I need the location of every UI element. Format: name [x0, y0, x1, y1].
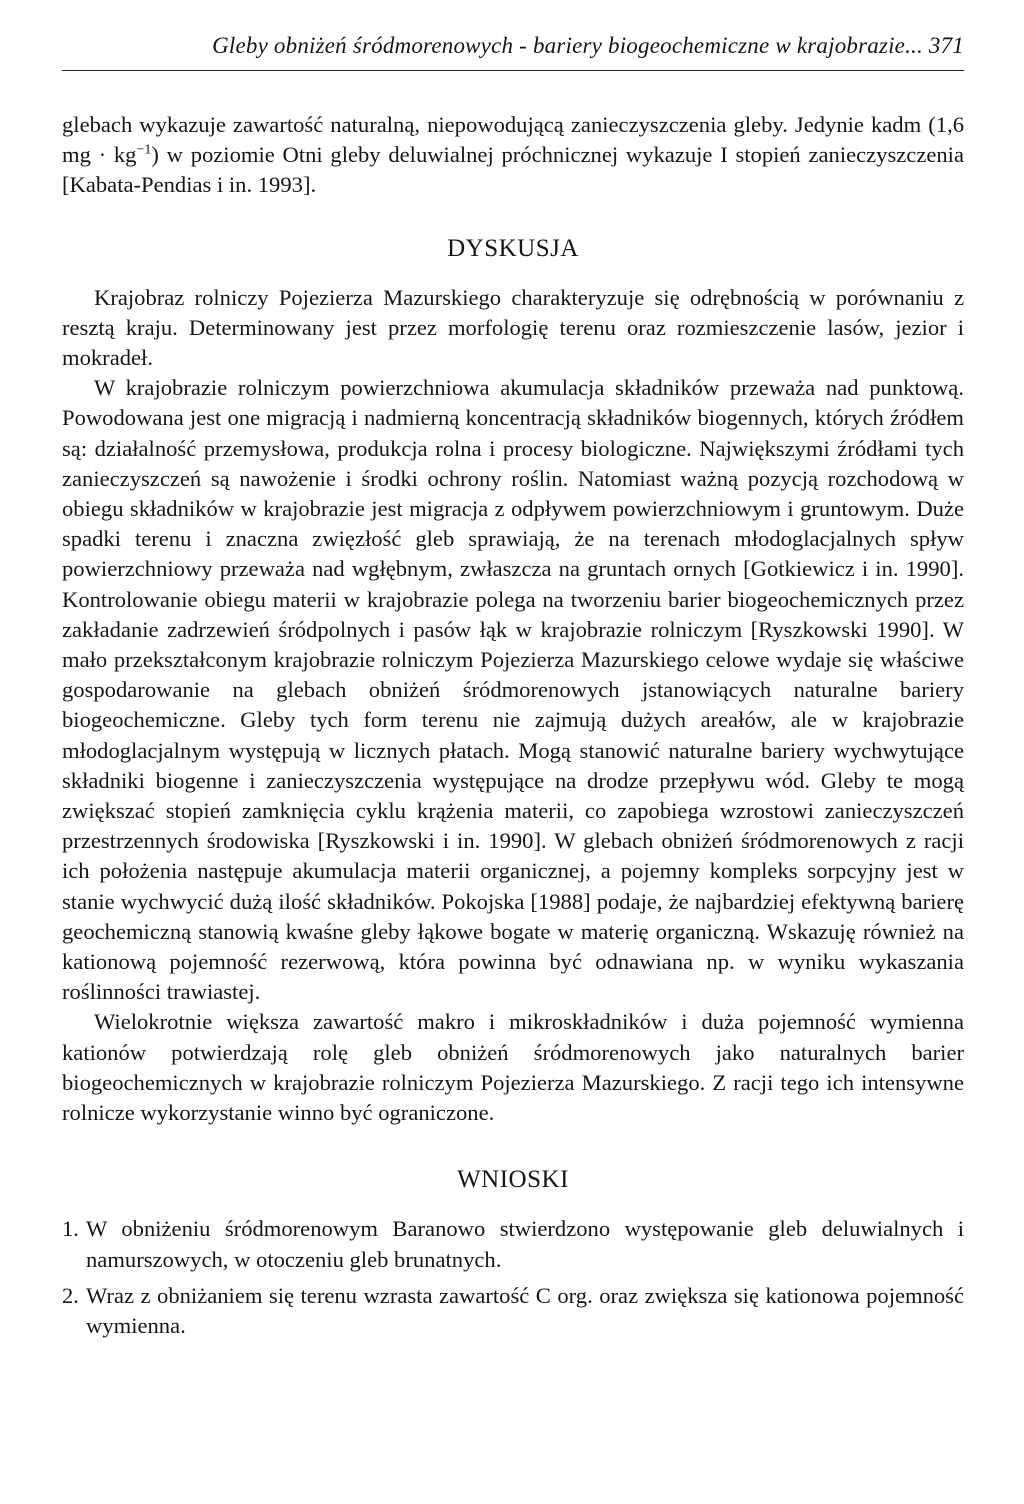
conclusion-number: 2. [62, 1282, 79, 1308]
discussion-heading: DYSKUSJA [447, 234, 579, 262]
document-page [62, 0, 964, 1504]
discussion-paragraph: W krajobrazie rolniczym powierzchniowa akumulacja składników przeważa nad punktową. Powodowana jest one migracją i nadmierną koncentracją składników biogennych, których źródłem są: działalność przemysłowa, produkcja rolna i procesy biologiczne. Największymi źródłami tych zanieczyszczeń są nawożenie i środki ochrony roślin. Natomiast ważną pozycją rozchodową w obiegu składników w krajobrazie jest migracja z odpływem powierzchniowym i gruntowym. Duże spadki terenu i znaczna zwięzłość gleb sprawiają, że na terenach młodoglacjalnych spływ powierzchniowy przeważa nad wgłębnym, zwłaszcza na gruntach ornych [Gotkiewicz i in. 1990]. Kontrolowanie obiegu materii w krajobrazie polega na tworzeniu barier biogeochemicznych przez zakładanie zadrzewień śródpolnych i pasów łąk w krajobrazie rolniczym [Ryszkowski 1990]. W mało przekształconym krajobrazie rolniczym Pojezierza Mazurskiego celowe wydaje się właściwe gospodarowanie na glebach obniżeń śródmorenowych jstanowiących naturalne bariery biogeochemiczne. Gleby tych form terenu nie zajmują dużych areałów, ale w krajobrazie młodoglacjalnym występują w licznych płatach. Mogą stanowić naturalne bariery wychwytujące składniki biogenne i zanieczyszczenia występujące na drodze przepływu wód. Gleby te mogą zwiększać stopień zamknięcia cyklu krążenia materii, co zapobiega wzrostowi zanieczyszczeń przestrzennych środowiska [Ryszkowski i in. 1990]. W glebach obniżeń śródmorenowych z racji ich położenia następuje akumulacja materii organicznej, a pojemny kompleks sorpcyjny jest w stanie wychwycić dużą ilość składników. Pokojska [1988] podaje, że najbardziej efektywną barierę geochemiczną stanowią kwaśne gleby łąkowe bogate w materię organiczną. Wskazuję również na kationową pojemność rezerwową, która powinna być odnawiana np. w wyniku wykaszania roślinności trawiastej. [62, 375, 964, 1005]
conclusion-number: 1. [62, 1216, 79, 1242]
intro-text-end: ) w poziomie Otni gleby deluwialnej próchnicznej wykazuje I stopień zanieczyszczenia [Kabata-Pendias i in. 1993]. [62, 142, 964, 198]
body-text [62, 110, 964, 1347]
conclusions-heading: WNIOSKI [457, 1166, 569, 1194]
running-title: Gleby obniżeń śródmorenowych - bariery biogeochemiczne w krajobrazie... 371 [212, 33, 964, 58]
conclusion-text: Wraz z obniżaniem się terenu wzrasta zawartość C org. oraz zwiększa się kationowa pojemność wymienna. [86, 1282, 964, 1338]
intro-text-start: glebach wykazuje zawartość naturalną, niepowodującą zanieczyszczenia gleby. Jedynie kadm (1,6 mg · kg [62, 112, 964, 168]
conclusion-text: W obniżeniu śródmorenowym Baranowo stwierdzono występowanie gleb deluwialnych i namurszowych, w otoczeniu gleb brunatnych. [86, 1216, 964, 1272]
discussion-paragraph: Krajobraz rolniczy Pojezierza Mazurskiego charakteryzuje się odrębnością w porównaniu z resztą kraju. Determinowany jest przez morfologię terenu oraz rozmieszczenie lasów, jezior i mokradeł. [62, 284, 964, 371]
discussion-paragraph: Wielokrotnie większa zawartość makro i mikroskładników i duża pojemność wymienna kationów potwierdzają rolę gleb obniżeń śródmorenowych jako naturalnych barier biogeochemicznych w krajobrazie rolniczym Pojezierza Mazurskiego. Z racji tego ich intensywne rolnicze wykorzystanie winno być ograniczone. [62, 1009, 964, 1126]
running-header [62, 30, 964, 71]
conclusion-item [62, 1281, 964, 1341]
conclusions-list [62, 1214, 964, 1341]
intro-paragraph [62, 110, 964, 201]
conclusion-item [62, 1214, 964, 1274]
intro-superscript: −1 [136, 142, 152, 158]
